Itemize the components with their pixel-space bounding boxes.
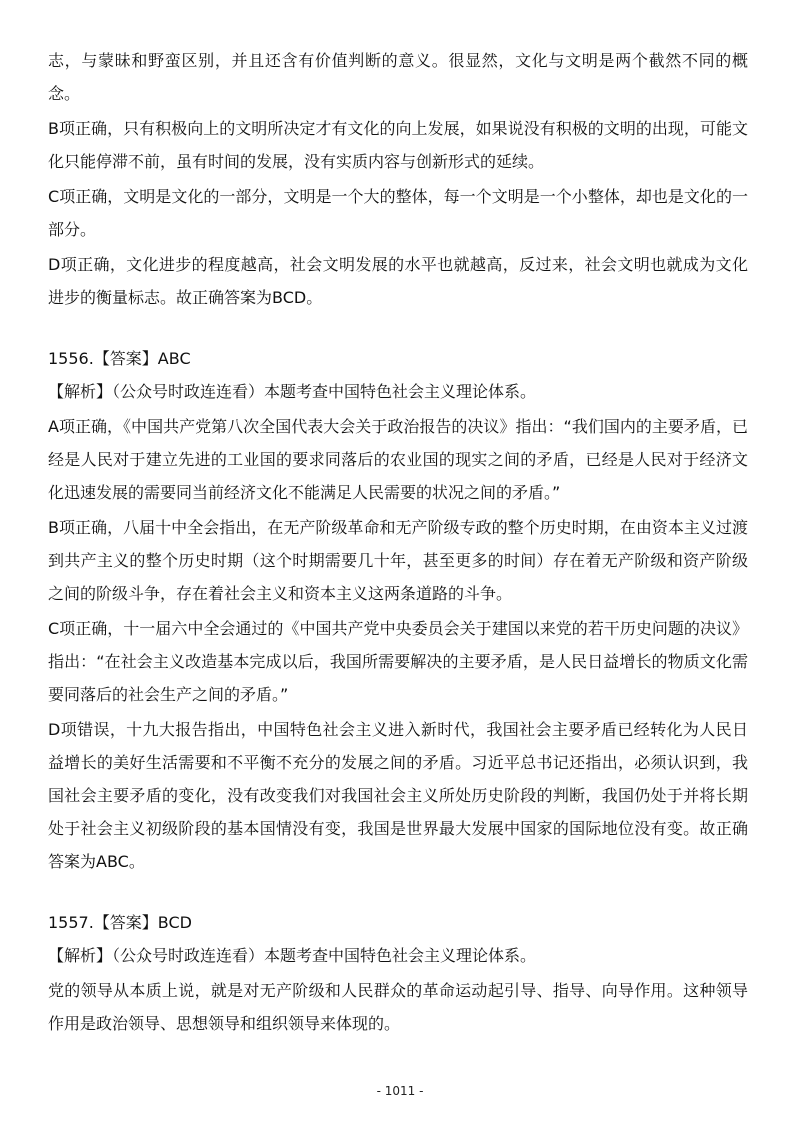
question-1557-block <box>48 906 748 1040</box>
paragraph: D项错误，十九大报告指出，中国特色社会主义进入新时代，我国社会主要矛盾已经转化为人民日益增长的美好生活需要和不平衡不充分的发展之间的矛盾。习近平总书记还指出，必须认识到，我国社会主要矛盾的变化，没有改变我们对我国社会主义所处历史阶段的判断，我国仍处于并将长期处于社会主义初级阶段的基本国情没有变，我国是世界最大发展中国家的国际地位没有变。故正确答案为ABC。 <box>48 720 748 871</box>
paragraph: B项正确，八届十中全会指出，在无产阶级革命和无产阶级专政的整个历史时期，在由资本主义过渡到共产主义的整个历史时期（这个时期需要几十年，甚至更多的时间）存在着无产阶级和资产阶级之间的阶级斗争，存在着社会主义和资本主义这两条道路的斗争。 <box>48 518 748 603</box>
paragraph: A项正确，《中国共产党第八次全国代表大会关于政治报告的决议》指出：“我们国内的主要矛盾，已经是人民对于建立先进的工业国的要求同落后的农业国的现实之间的矛盾，已经是人民对于经济文化迅速发展的需要同当前经济文化不能满足人民需要的状况之间的矛盾。” <box>48 417 748 502</box>
paragraph: C项正确，文明是文化的一部分，文明是一个大的整体，每一个文明是一个小整体，却也是文化的一部分。 <box>48 187 748 239</box>
paragraph: B项正确，只有积极向上的文明所决定才有文化的向上发展，如果说没有积极的文明的出现，可能文化只能停滞不前，虽有时间的发展，没有实质内容与创新形式的延续。 <box>48 119 748 171</box>
answer-heading: 1557.【答案】BCD <box>48 913 192 932</box>
paragraph: C项正确，十一届六中全会通过的《中国共产党中央委员会关于建国以来党的若干历史问题的决议》指出：“在社会主义改造基本完成以后，我国所需要解决的主要矛盾，是人民日益增长的物质文化需要同落后的社会生产之间的矛盾。” <box>48 619 748 704</box>
paragraph: 志，与蒙昧和野蛮区别，并且还含有价值判断的意义。很显然，文化与文明是两个截然不同的概念。 <box>48 51 748 103</box>
document-content <box>48 44 748 1040</box>
answer-heading: 1556.【答案】ABC <box>48 349 191 368</box>
paragraph: 【解析】（公众号时政连连看）本题考查中国特色社会主义理论体系。 <box>48 382 537 401</box>
intro-block <box>48 44 748 314</box>
paragraph: D项正确，文化进步的程度越高，社会文明发展的水平也就越高，反过来，社会文明也就成为文化进步的衡量标志。故正确答案为BCD。 <box>48 255 748 307</box>
paragraph: 党的领导从本质上说，就是对无产阶级和人民群众的革命运动起引导、指导、向导作用。这种领导作用是政治领导、思想领导和组织领导来体现的。 <box>48 981 748 1033</box>
paragraph: 【解析】（公众号时政连连看）本题考查中国特色社会主义理论体系。 <box>48 946 537 965</box>
question-1556-block <box>48 342 748 878</box>
page-number: - 1011 - <box>376 1084 424 1098</box>
